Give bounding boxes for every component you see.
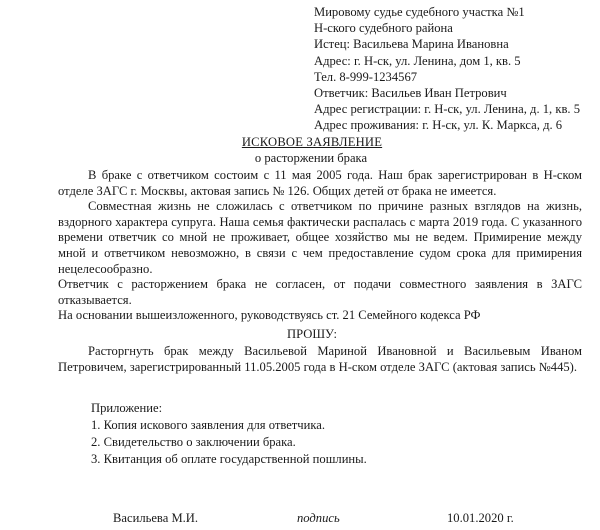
header-residence-address: Адрес проживания: г. Н-ск, ул. К. Маркса, д. 6 — [314, 118, 563, 133]
addressee-block — [314, 4, 600, 134]
header-plaintiff: Истец: Васильева Марина Ивановна — [314, 37, 509, 52]
header-registration-address: Адрес регистрации: г. Н-ск, ул. Ленина, д. 1, кв. 5 — [314, 102, 580, 117]
request-text: Расторгнуть брак между Васильевой Мариной Ивановной и Васильевым Иваном Петровичем, зарегистрированный 11.05.2005 года в Н-ском отделе ЗАГС (актовая запись №445). — [58, 344, 582, 374]
attachments-block — [91, 400, 571, 468]
attachments-heading: Приложение: — [91, 401, 163, 415]
document-subtitle: о расторжении брака — [254, 150, 368, 165]
attachment-item: 2. Свидетельство о заключении брака. — [91, 435, 296, 449]
paragraph-reasons: Совместная жизнь не сложилась с ответчиком по причине разных взглядов на жизнь, вздорного характера супруга. Наша семья фактически распалась с марта 2019 года. С указанного времени ответчик со мной не проживает, общее хозяйство мы не ведем. Примирение между мной и ответчиком невозможно, в связи с чем предоставление судом срока для примирения нецелесообразно. — [58, 199, 582, 276]
signer-name: Васильева М.И. — [113, 511, 199, 525]
signature-date: 10.01.2020 г. — [447, 511, 514, 525]
header-defendant: Ответчик: Васильев Иван Петрович — [314, 86, 507, 101]
header-court: Мировому судье судебного участка №1 — [314, 5, 525, 19]
attachment-item: 3. Квитанция об оплате государственной пошлины. — [91, 452, 367, 466]
document-title: ИСКОВОЕ ЗАЯВЛЕНИЕ — [241, 135, 383, 149]
header-district: Н-ского судебного района — [314, 21, 453, 36]
request-block — [58, 344, 582, 375]
signature-row — [0, 511, 600, 529]
header-plaintiff-address: Адрес: г. Н-ск, ул. Ленина, дом 1, кв. 5 — [314, 53, 521, 68]
header-phone: Тел. 8-999-1234567 — [314, 69, 418, 84]
request-title: ПРОШУ: — [287, 327, 337, 341]
document-title-block — [0, 135, 600, 166]
signature-label: подпись — [297, 511, 340, 525]
claim-body — [58, 168, 582, 324]
paragraph-marriage-info: В браке с ответчиком состоим с 11 мая 2005 года. Наш брак зарегистрирован в Н-ском отделе ЗАГС г. Москвы, актовая запись № 126. Общих детей от брака не имеется. — [58, 168, 582, 198]
paragraph-legal-basis: На основании вышеизложенного, руководствуясь ст. 21 Семейного кодекса РФ — [58, 308, 481, 323]
paragraph-defendant-position: Ответчик с расторжением брака не согласен, от подачи совместного заявления в ЗАГС отказывается. — [58, 277, 582, 307]
attachment-item: 1. Копия искового заявления для ответчика. — [91, 418, 326, 432]
